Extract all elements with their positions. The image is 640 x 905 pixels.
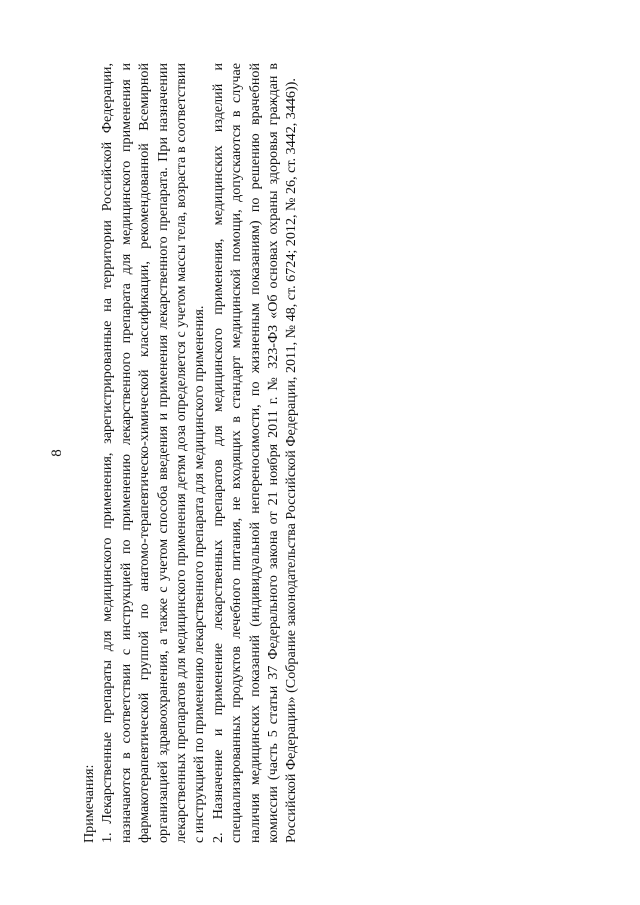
- page-number: 8: [49, 449, 65, 457]
- note-item-1: 1. Лекарственные препараты для медицинского применения, зарегистрированные на территории Российской Федерации, назначаются в соответствии с инструкцией по применению лекарственного препарата для медицинского применения и фармакотерапевтической группой по анатомо-терапевтическо-химической классификации, рекомендованной Всемирной организацией здравоохранения, а также с учетом способа введения и применения лекарственного препарата. При назначении лекарственных препаратов для медицинского применения детям доза определяется с учетом массы тела, возраста в соответствии с инструкцией по применению лекарственного препарата для медицинского применения.: [99, 63, 208, 843]
- notes-section: [80, 63, 301, 843]
- note-item-2: 2. Назначение и применение лекарственных препаратов для медицинского применения, медицинских изделий и специализированных продуктов лечебного питания, не входящих в стандарт медицинской помощи, допускаются в случае наличия медицинских показаний (индивидуальной непереносимости, по жизненным показаниям) по решению врачебной комиссии (часть 5 статьи 37 Федерального закона от 21 ноября 2011 г. № 323-ФЗ «Об основах охраны здоровья граждан в Российской Федерации» (Собрание законодательства Российской Федерации, 2011, № 48, ст. 6724; 2012, № 26, ст. 3442, 3446)).: [209, 63, 300, 843]
- notes-heading: Примечания:: [81, 764, 97, 843]
- rotated-content: [48, 63, 558, 843]
